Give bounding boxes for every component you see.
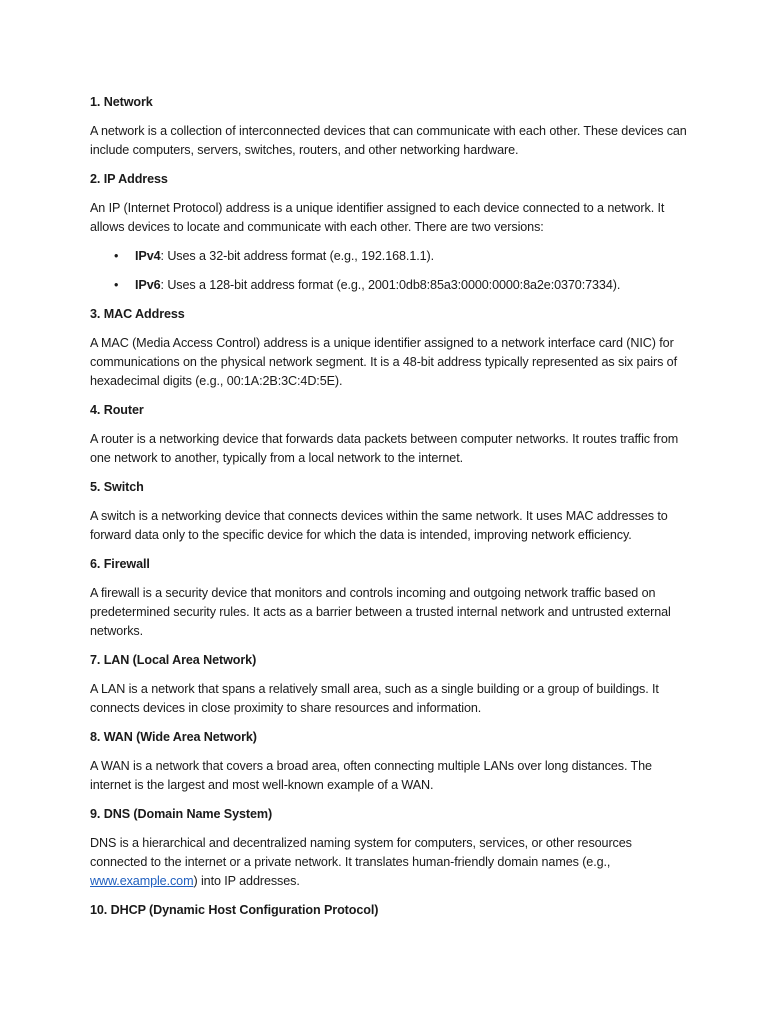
- list-item: [90, 247, 690, 266]
- section-mac-address: [90, 305, 690, 391]
- section-heading: 10. DHCP (Dynamic Host Configuration Protocol): [90, 903, 379, 917]
- section-dns: [90, 805, 690, 891]
- section-heading: 7. LAN (Local Area Network): [90, 653, 257, 667]
- ip-version-list: [90, 247, 690, 295]
- example-domain-link[interactable]: www.example.com: [90, 874, 194, 888]
- section-paragraph: [90, 834, 690, 891]
- section-paragraph: A firewall is a security device that monitors and controls incoming and outgoing network traffic based on predetermined security rules. It acts as a barrier between a trusted internal network and untrusted external networks.: [90, 586, 671, 638]
- paragraph-text: ) into IP addresses.: [193, 874, 300, 888]
- section-heading: 6. Firewall: [90, 557, 150, 571]
- bullet-term: IPv6: [135, 278, 161, 292]
- section-lan: [90, 651, 690, 718]
- list-item: [90, 276, 690, 295]
- section-network: [90, 93, 690, 160]
- document-page: [90, 93, 690, 930]
- section-router: [90, 401, 690, 468]
- bullet-text: : Uses a 128-bit address format (e.g., 2001:0db8:85a3:0000:0000:8a2e:0370:7334).: [160, 278, 621, 292]
- bullet-term: IPv4: [135, 249, 161, 263]
- section-paragraph: A router is a networking device that forwards data packets between computer networks. It routes traffic from one network to another, typically from a local network to the internet.: [90, 432, 679, 465]
- section-heading: 3. MAC Address: [90, 307, 185, 321]
- section-heading: 4. Router: [90, 403, 144, 417]
- section-heading: 8. WAN (Wide Area Network): [90, 730, 257, 744]
- paragraph-text: DNS is a hierarchical and decentralized naming system for computers, services, or other resources connected to the internet or a private network. It translates human-friendly domain names (e.g.,: [90, 836, 632, 869]
- bullet-icon: •: [114, 249, 119, 263]
- section-paragraph: A WAN is a network that covers a broad area, often connecting multiple LANs over long distances. The internet is the largest and most well-known example of a WAN.: [90, 759, 652, 792]
- section-heading: 5. Switch: [90, 480, 144, 494]
- section-heading: 2. IP Address: [90, 172, 168, 186]
- section-paragraph: A LAN is a network that spans a relatively small area, such as a single building or a group of buildings. It connects devices in close proximity to share resources and information.: [90, 682, 659, 715]
- bullet-icon: •: [114, 278, 119, 292]
- section-paragraph: A network is a collection of interconnected devices that can communicate with each other. These devices can include computers, servers, switches, routers, and other networking hardware.: [90, 124, 687, 157]
- section-paragraph: A switch is a networking device that connects devices within the same network. It uses MAC addresses to forward data only to the specific device for which the data is intended, improving network efficiency.: [90, 509, 668, 542]
- bullet-text: : Uses a 32-bit address format (e.g., 192.168.1.1).: [160, 249, 435, 263]
- section-heading: 1. Network: [90, 95, 153, 109]
- section-paragraph: A MAC (Media Access Control) address is a unique identifier assigned to a network interface card (NIC) for communications on the physical network segment. It is a 48-bit address typically represented as six pairs of hexadecimal digits (e.g., 00:1A:2B:3C:4D:5E).: [90, 336, 677, 388]
- section-ip-address: [90, 170, 690, 295]
- section-paragraph: An IP (Internet Protocol) address is a unique identifier assigned to each device connected to a network. It allows devices to locate and communicate with each other. There are two versions:: [90, 201, 665, 234]
- section-firewall: [90, 555, 690, 641]
- section-dhcp: [90, 901, 690, 920]
- section-heading: 9. DNS (Domain Name System): [90, 807, 273, 821]
- section-switch: [90, 478, 690, 545]
- section-wan: [90, 728, 690, 795]
